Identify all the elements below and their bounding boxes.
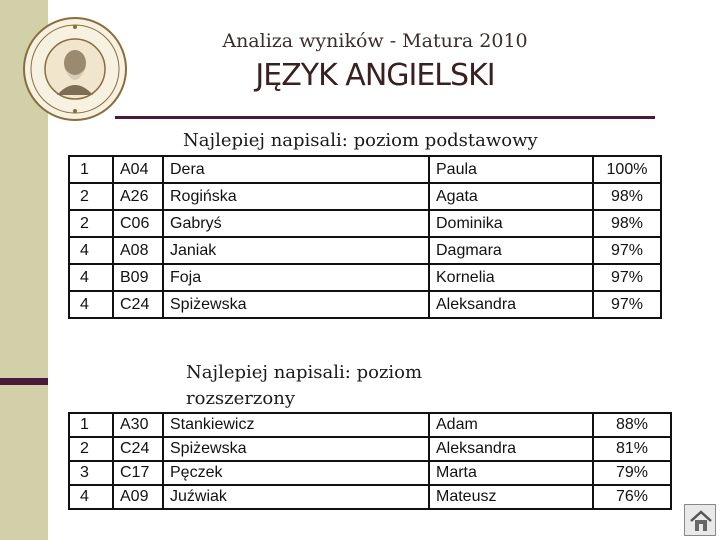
score-cell: 97% (593, 237, 661, 264)
first-name-cell: Dagmara (429, 237, 593, 264)
surname-cell: Stankiewicz (163, 413, 429, 437)
code-cell: C17 (113, 461, 163, 485)
code-cell: C24 (113, 291, 163, 318)
rank-cell: 4 (69, 291, 113, 318)
score-cell: 97% (593, 264, 661, 291)
score-cell: 79% (593, 461, 671, 485)
code-cell: A08 (113, 237, 163, 264)
section-heading-advanced: Najlepiej napisali: poziom rozszerzony (186, 362, 423, 409)
table-row (69, 291, 661, 318)
first-name-cell: Marta (429, 461, 593, 485)
first-name-cell: Adam (429, 413, 593, 437)
page-title: JĘZYK ANGIELSKI (255, 58, 495, 93)
rank-cell: 4 (69, 237, 113, 264)
table-row (69, 210, 661, 237)
section-heading-basic: Najlepiej napisali: poziom podstawowy (183, 130, 538, 151)
score-cell: 98% (593, 183, 661, 210)
score-cell: 98% (593, 210, 661, 237)
surname-cell: Dera (163, 156, 429, 183)
results-table-basic (68, 155, 662, 319)
rank-cell: 1 (69, 156, 113, 183)
surname-cell: Juźwiak (163, 485, 429, 509)
table-row (69, 264, 661, 291)
surname-cell: Spiżewska (163, 291, 429, 318)
first-name-cell: Kornelia (429, 264, 593, 291)
school-seal-icon (23, 17, 127, 121)
rank-cell: 2 (69, 183, 113, 210)
code-cell: A26 (113, 183, 163, 210)
page-subtitle: Analiza wyników - Matura 2010 (222, 30, 528, 52)
table-row (69, 183, 661, 210)
code-cell: C06 (113, 210, 163, 237)
table-row (69, 437, 671, 461)
score-cell: 100% (593, 156, 661, 183)
code-cell: A30 (113, 413, 163, 437)
code-cell: A04 (113, 156, 163, 183)
first-name-cell: Paula (429, 156, 593, 183)
code-cell: A09 (113, 485, 163, 509)
results-table-advanced (68, 412, 672, 510)
score-cell: 88% (593, 413, 671, 437)
first-name-cell: Aleksandra (429, 291, 593, 318)
home-button[interactable] (684, 504, 716, 536)
surname-cell: Foja (163, 264, 429, 291)
surname-cell: Janiak (163, 237, 429, 264)
score-cell: 81% (593, 437, 671, 461)
first-name-cell: Agata (429, 183, 593, 210)
rank-cell: 4 (69, 485, 113, 509)
code-cell: C24 (113, 437, 163, 461)
table-row (69, 237, 661, 264)
table-row (69, 413, 671, 437)
first-name-cell: Mateusz (429, 485, 593, 509)
side-bar-accent (0, 378, 48, 385)
title-divider (115, 116, 655, 119)
rank-cell: 3 (69, 461, 113, 485)
surname-cell: Rogińska (163, 183, 429, 210)
home-icon (688, 508, 714, 534)
code-cell: B09 (113, 264, 163, 291)
score-cell: 97% (593, 291, 661, 318)
surname-cell: Gabryś (163, 210, 429, 237)
table-row (69, 485, 671, 509)
first-name-cell: Aleksandra (429, 437, 593, 461)
rank-cell: 2 (69, 210, 113, 237)
table-row (69, 461, 671, 485)
rank-cell: 1 (69, 413, 113, 437)
first-name-cell: Dominika (429, 210, 593, 237)
rank-cell: 4 (69, 264, 113, 291)
surname-cell: Pęczek (163, 461, 429, 485)
score-cell: 76% (593, 485, 671, 509)
surname-cell: Spiżewska (163, 437, 429, 461)
rank-cell: 2 (69, 437, 113, 461)
table-row (69, 156, 661, 183)
